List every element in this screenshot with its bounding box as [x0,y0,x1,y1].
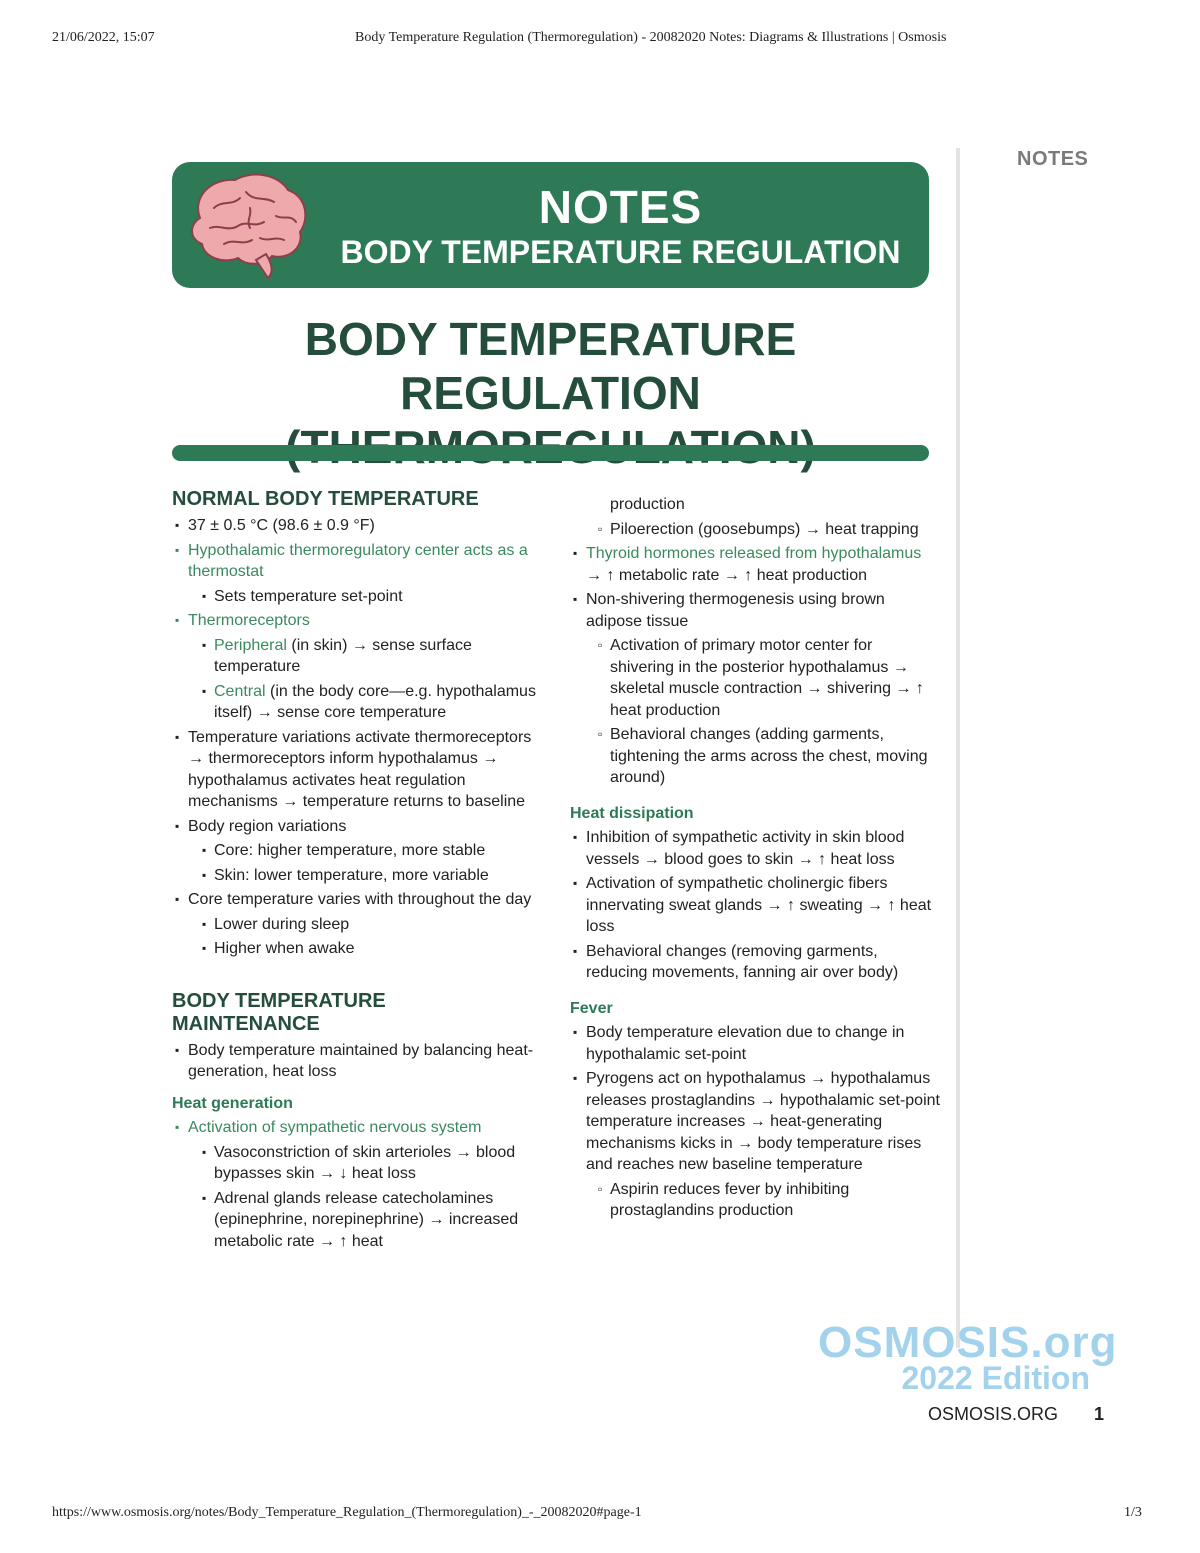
watermark-logo: OSMOSIS.org [818,1318,1118,1367]
fever-list [570,1022,940,1222]
list-item: ▪ Core temperature varies with throughout the day [172,889,542,911]
list-item: ▪ Inhibition of sympathetic activity in skin blood vessels → blood goes to skin → ↑ heat loss [570,827,940,870]
normal-list [172,515,542,960]
list-item: ▪ 37 ± 0.5 °C (98.6 ± 0.9 °F) [172,515,542,537]
section-heading-line: BODY TEMPERATURE [172,989,386,1012]
right-column [570,494,940,1225]
print-page-title: Body Temperature Regulation (Thermoregulation) - 20082020 Notes: Diagrams & Illustrations | Osmosis [355,30,947,45]
list-item: production [610,496,685,513]
list-item: ▪ Non-shivering thermogenesis using brown adipose tissue [570,589,940,632]
list-item [172,681,542,724]
footer-brand: OSMOSIS.ORG [928,1404,1059,1424]
list-item: ▪ Sets temperature set-point [172,586,542,608]
maintenance-list [172,1040,542,1083]
list-item: ▪ Adrenal glands release catecholamines (epinephrine, norepinephrine) → increased metabolic rate → ↑ heat [172,1188,542,1253]
heat-dissipation-list [570,827,940,984]
list-item: ▪ Body temperature maintained by balancing heat-generation, heat loss [172,1040,542,1083]
page-title-line1: BODY TEMPERATURE REGULATION [304,313,797,419]
list-item: ▪ Higher when awake [172,938,542,960]
brain-icon [180,168,312,280]
list-item: ▪ Pyrogens act on hypothalamus → hypothalamus releases prostaglandins → hypothalamic set-point temperature increases → heat-generating mechanisms kicks in → body temperature rises and reaches new baseline temperature [570,1068,940,1176]
left-column [172,488,542,1255]
heat-generation-continued-list [570,494,940,789]
list-item: ▪ Vasoconstriction of skin arterioles → blood bypasses skin → ↓ heat loss [172,1142,542,1185]
osmosis-watermark [818,1318,1118,1397]
list-item: ▪ Activation of sympathetic cholinergic fibers innervating sweat glands → ↑ sweating → ↑ heat loss [570,873,940,938]
footer-page-number: 1 [1094,1404,1105,1424]
list-item: ▪ Behavioral changes (removing garments, reducing movements, fanning air over body) [570,941,940,984]
watermark-edition: 2022 Edition [901,1360,1090,1396]
list-item: ▫ Behavioral changes (adding garments, tightening the arms across the chest, moving around) [570,724,940,789]
list-item: ▪ Skin: lower temperature, more variable [172,865,542,887]
section-heading-maintenance [172,990,542,1036]
section-heading-line: MAINTENANCE [172,1012,320,1035]
list-item: ▪ Body region variations [172,816,542,838]
subheading-heat-generation: Heat generation [172,1094,293,1112]
list-item: ▫ Activation of primary motor center for shivering in the posterior hypothalamus → skeletal muscle contraction → shivering → ↑ heat production [570,635,940,721]
list-item-text: (in the body core—e.g. hypothalamus itself) → sense core temperature [214,682,536,721]
heat-generation-list [172,1117,542,1252]
highlight-term: Central [214,682,266,700]
subheading-heat-dissipation: Heat dissipation [570,804,694,822]
list-item: ▪ Core: higher temperature, more stable [172,840,542,862]
list-item: ▫ Piloerection (goosebumps) → heat trapping [570,519,940,541]
list-item [570,543,940,586]
title-divider [172,445,929,461]
list-item-text: → ↑ metabolic rate → ↑ heat production [586,566,868,584]
side-divider [956,148,960,1348]
notes-banner [172,162,929,288]
subheading-fever: Fever [570,999,613,1017]
print-page-count: 1/3 [1124,1505,1142,1520]
print-date: 21/06/2022, 15:07 [52,30,155,45]
list-item: ▪ Activation of sympathetic nervous system [172,1117,542,1139]
highlight-term: Thyroid hormones released from hypothalamus [586,545,922,562]
list-item-text: (in skin) → sense surface temperature [214,636,472,675]
side-notes-label: NOTES [1017,148,1089,170]
list-item [172,635,542,678]
print-url: https://www.osmosis.org/notes/Body_Temperature_Regulation_(Thermoregulation)_-_20082020#page-1 [52,1505,642,1520]
list-item: ▪ Thermoreceptors [172,610,542,632]
list-item: ▫ Aspirin reduces fever by inhibiting prostaglandins production [570,1179,940,1222]
section-heading-normal: NORMAL BODY TEMPERATURE [172,488,479,510]
list-item: ▪ Temperature variations activate thermoreceptors → thermoreceptors inform hypothalamus → hypothalamus activates heat regulation mechanisms → temperature returns to baseline [172,727,542,813]
banner-subtitle: BODY TEMPERATURE REGULATION [340,234,901,270]
banner-notes-label: NOTES [538,181,703,233]
list-item: ▪ Hypothalamic thermoregulatory center acts as a thermostat [172,540,542,583]
highlight-term: Peripheral [214,636,287,654]
list-item: ▪ Lower during sleep [172,914,542,936]
list-item: ▪ Body temperature elevation due to change in hypothalamic set-point [570,1022,940,1065]
